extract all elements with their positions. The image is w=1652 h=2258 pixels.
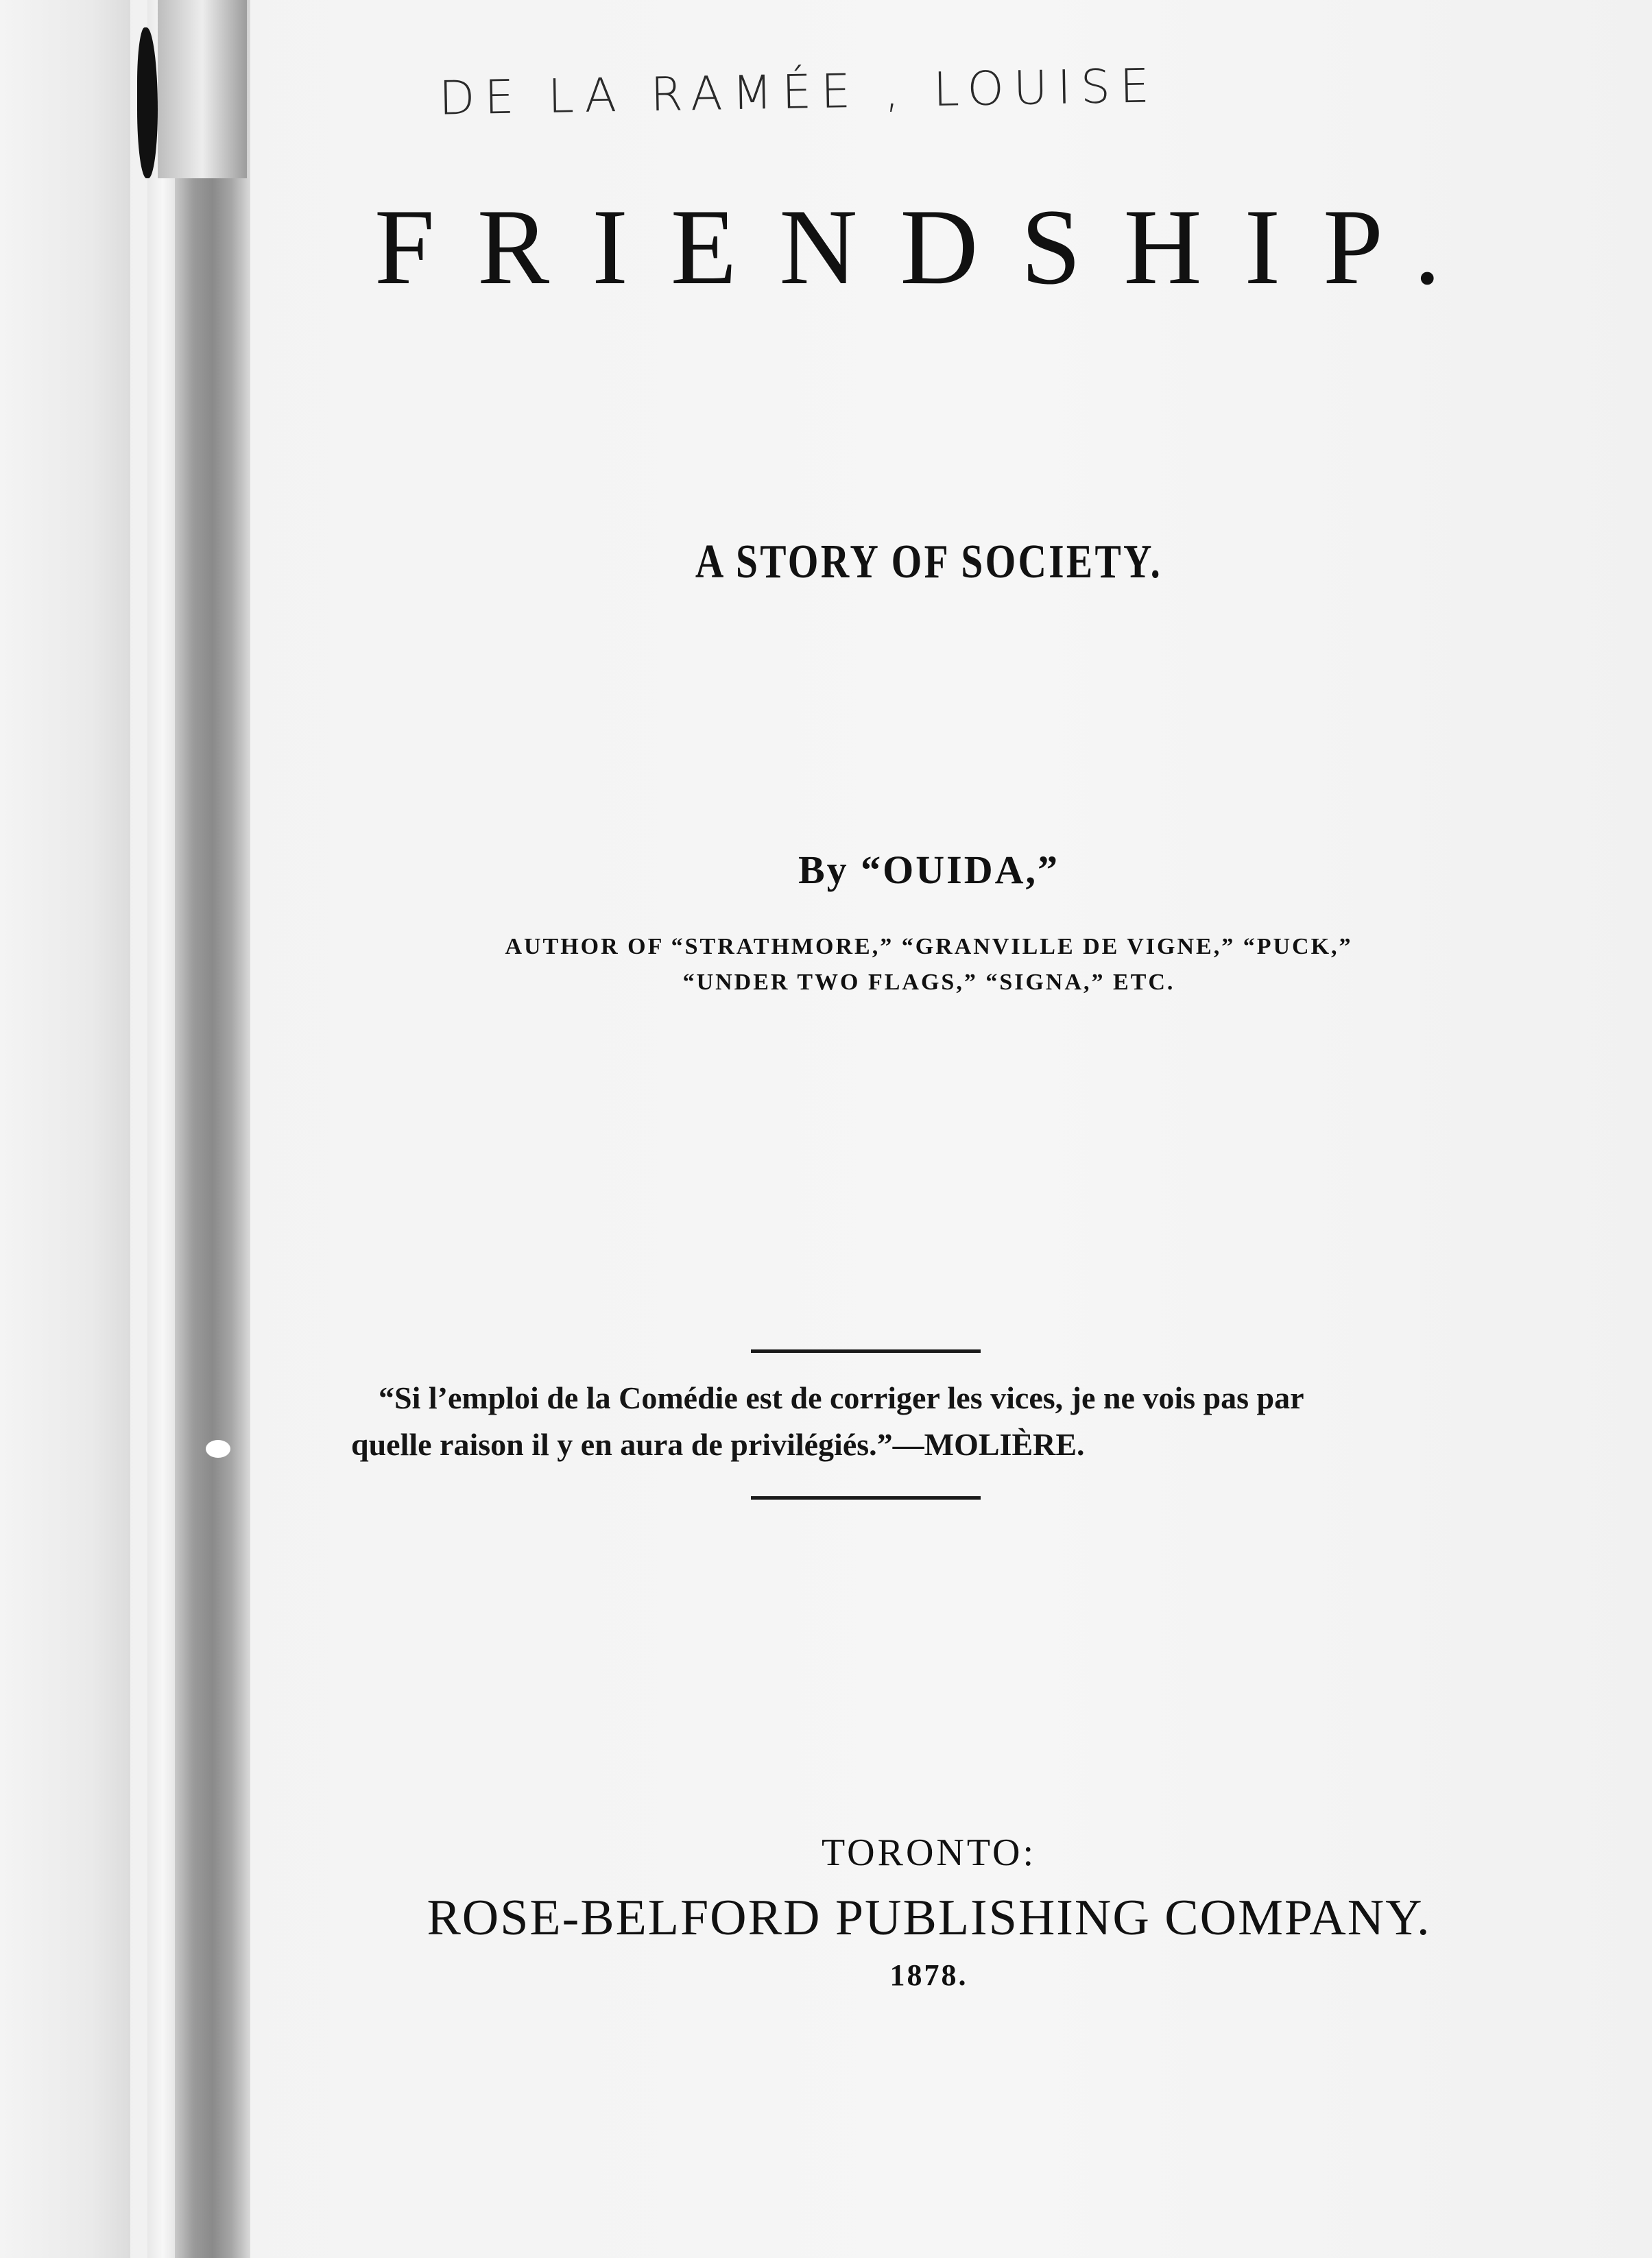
binding-tear (158, 0, 247, 178)
epigraph (351, 1375, 1393, 1468)
byline: By “OUIDA,” (798, 848, 1060, 892)
author-credits-line-2: “UNDER TWO FLAGS,” “SIGNA,” ETC. (682, 970, 1175, 995)
epigraph-line-2: quelle raison il y en aura de privilégiés.”—MOLIÈRE. (351, 1427, 1085, 1462)
handwritten-author-annotation: DE LA RAMÉE , LOUISE (438, 59, 1160, 126)
imprint-year: 1878. (889, 1958, 968, 1992)
imprint-city: TORONTO: (821, 1831, 1037, 1874)
paper-fleck (206, 1440, 230, 1458)
rule-top (751, 1349, 981, 1353)
epigraph-line-1: “Si l’emploi de la Comédie est de corriger les vices, je ne vois pas par (379, 1380, 1304, 1415)
book-subtitle: A STORY OF SOCIETY. (695, 536, 1163, 588)
imprint-publisher: ROSE-BELFORD PUBLISHING COMPANY. (427, 1890, 1431, 1946)
author-credits-line-1: AUTHOR OF “STRATHMORE,” “GRANVILLE DE VIGNE,” “PUCK,” (505, 934, 1353, 959)
author-credits (103, 929, 1652, 1000)
rule-bottom (751, 1496, 981, 1500)
book-title: FRIENDSHIP. (374, 187, 1484, 307)
